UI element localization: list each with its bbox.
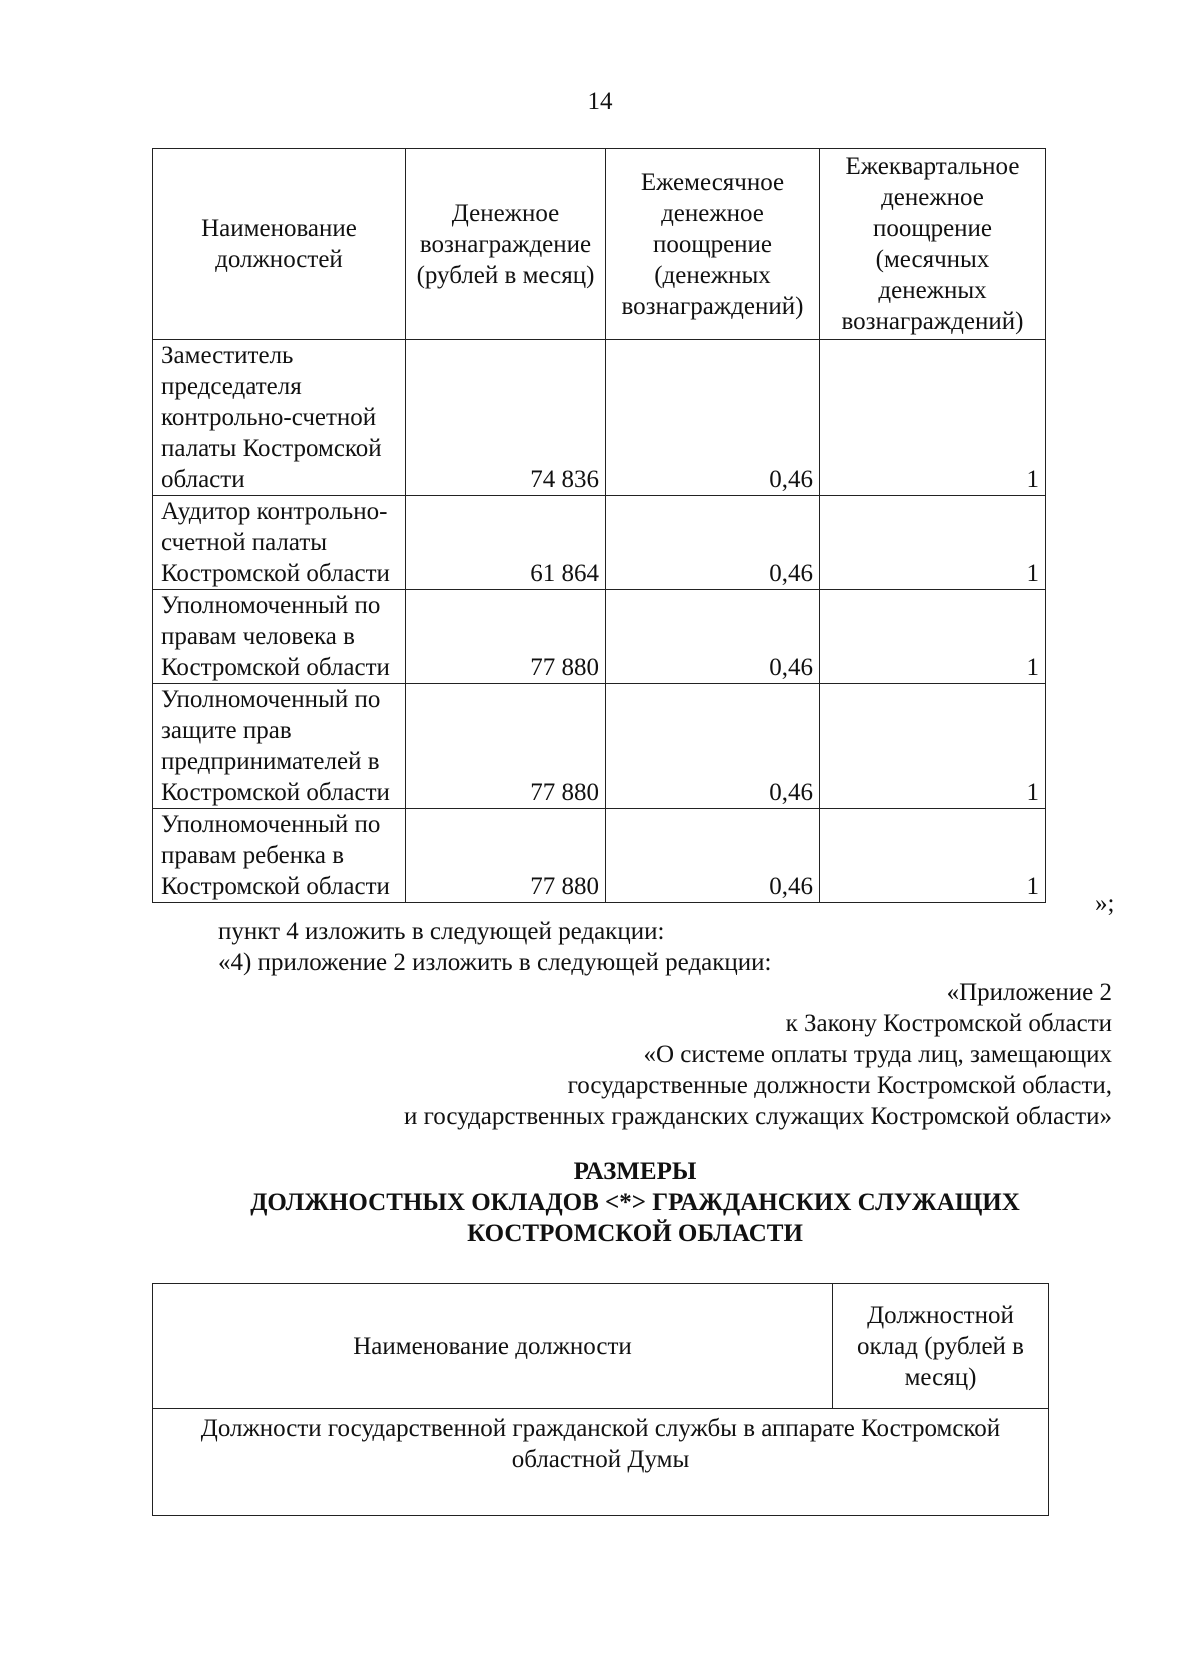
page-number: 14	[587, 88, 613, 115]
appendix-line: «Приложение 2	[946, 979, 1112, 1006]
table-header-row	[153, 1284, 1049, 1409]
table-header-row	[153, 149, 1046, 340]
header-quarterly-bonus: Ежеквартальное денежное поощрение (месячных денежных вознаграждений)	[820, 149, 1046, 340]
position-name: Заместитель председателя контрольно-счетной палаты Костромской области	[153, 340, 406, 496]
header-salary: Должностной оклад (рублей в месяц)	[833, 1284, 1049, 1409]
salary-cell: 74 836	[406, 340, 606, 496]
allowance-table	[152, 148, 1046, 903]
table-row	[153, 340, 1046, 496]
appendix-line: «О системе оплаты труда лиц, замещающих	[643, 1041, 1112, 1068]
table-row	[153, 496, 1046, 590]
appendix-line: и государственных гражданских служащих Костромской области»	[403, 1103, 1112, 1130]
position-name: Уполномоченный по правам ребенка в Костромской области	[153, 809, 406, 903]
monthly-bonus-cell: 0,46	[606, 496, 820, 590]
header-position-name: Наименование должности	[153, 1284, 833, 1409]
appendix-line: к Закону Костромской области	[785, 1010, 1112, 1037]
amendment-paragraph: «4) приложение 2 изложить в следующей редакции:	[218, 949, 772, 976]
quarterly-bonus-cell: 1	[820, 684, 1046, 809]
table-row	[153, 1409, 1049, 1516]
heading-line: КОСТРОМСКОЙ ОБЛАСТИ	[467, 1220, 803, 1247]
table-row	[153, 684, 1046, 809]
salary-cell: 77 880	[406, 590, 606, 684]
heading-line: РАЗМЕРЫ	[573, 1158, 697, 1185]
position-name: Аудитор контрольно-счетной палаты Костромской области	[153, 496, 406, 590]
header-monetary-reward: Денежное вознаграждение (рублей в месяц)	[406, 149, 606, 340]
appendix-line: государственные должности Костромской области,	[567, 1072, 1112, 1099]
heading-line: ДОЛЖНОСТНЫХ ОКЛАДОВ <*> ГРАЖДАНСКИХ СЛУЖАЩИХ	[250, 1189, 1020, 1216]
header-monthly-bonus: Ежемесячное денежное поощрение (денежных вознаграждений)	[606, 149, 820, 340]
table-row	[153, 809, 1046, 903]
appendix-reference	[404, 977, 1112, 1132]
amendment-paragraph: пункт 4 изложить в следующей редакции:	[218, 918, 665, 945]
position-name: Уполномоченный по защите прав предпринимателей в Костромской области	[153, 684, 406, 809]
header-position-name: Наименование должностей	[153, 149, 406, 340]
monthly-bonus-cell: 0,46	[606, 340, 820, 496]
table-row	[153, 590, 1046, 684]
section-heading	[0, 1156, 1200, 1249]
salary-table	[152, 1283, 1049, 1516]
quarterly-bonus-cell: 1	[820, 590, 1046, 684]
quarterly-bonus-cell: 1	[820, 496, 1046, 590]
salary-cell: 77 880	[406, 684, 606, 809]
quarterly-bonus-cell: 1	[820, 809, 1046, 903]
salary-cell: 77 880	[406, 809, 606, 903]
section-row: Должности государственной гражданской службы в аппарате Костромской областной Думы	[153, 1409, 1049, 1516]
position-name: Уполномоченный по правам человека в Костромской области	[153, 590, 406, 684]
salary-cell: 61 864	[406, 496, 606, 590]
quarterly-bonus-cell: 1	[820, 340, 1046, 496]
monthly-bonus-cell: 0,46	[606, 684, 820, 809]
monthly-bonus-cell: 0,46	[606, 809, 820, 903]
monthly-bonus-cell: 0,46	[606, 590, 820, 684]
closing-quote: »;	[1095, 890, 1115, 917]
